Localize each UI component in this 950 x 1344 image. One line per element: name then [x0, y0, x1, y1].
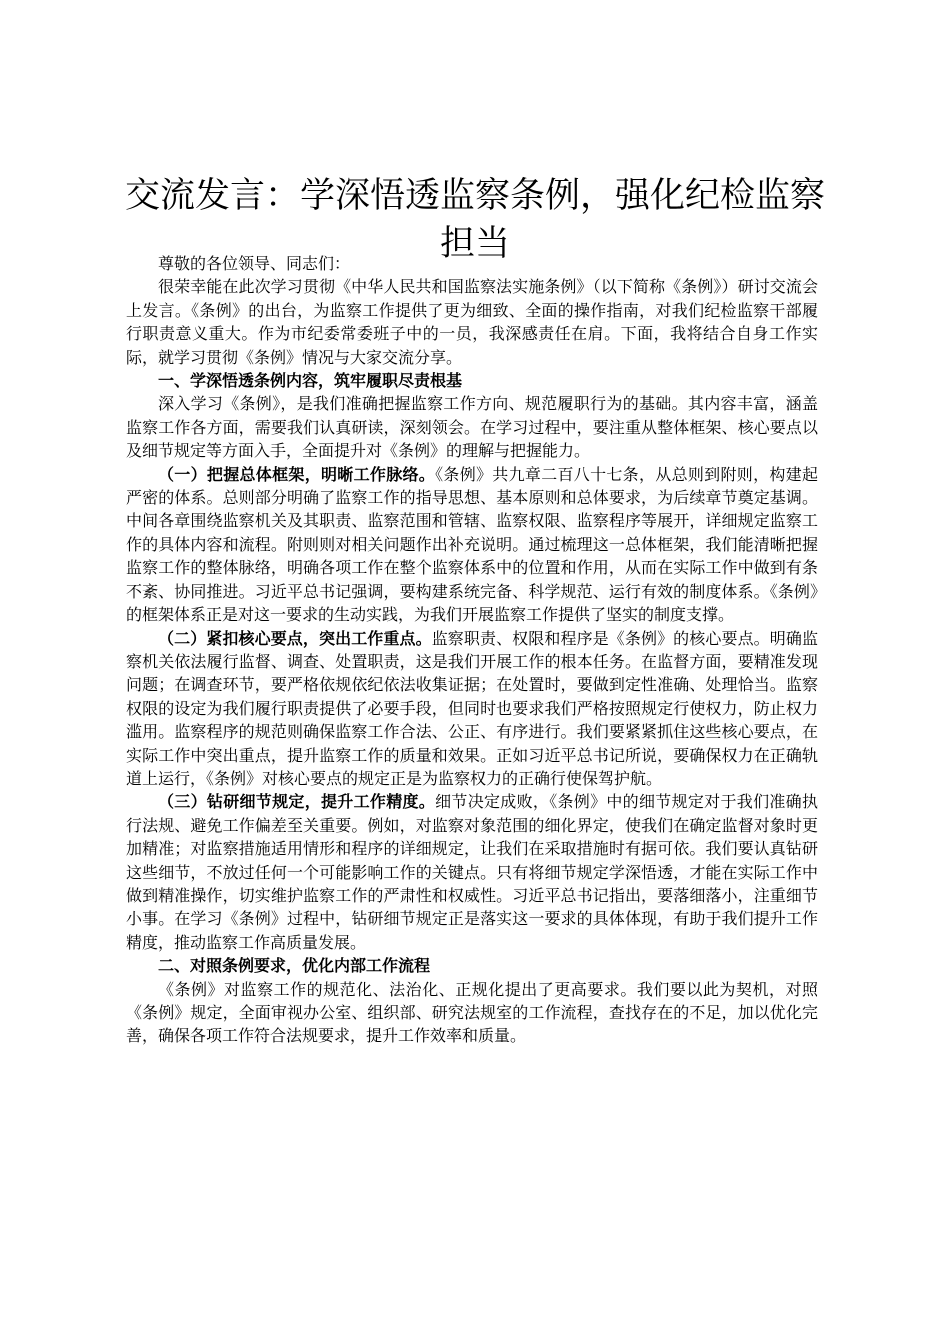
greeting: 尊敬的各位领导、同志们：	[158, 254, 351, 273]
document-title: 交流发言：学深悟透监察条例，强化纪检监察担当	[124, 176, 825, 264]
point-1-lead: （一）把握总体框架，明晰工作脉络。	[158, 464, 436, 484]
point-1-text: 《条例》共九章二百八十七条，从总则到附则，构建起严密的体系。总则部分明确了监察工作的指导思想、基本原则和总体要求，为后续章节奠定基调。中间各章围绕监察机关及其职责、监察范围和管辖、监察权限、监察程序等展开，详细规定监察工作的具体内容和流程。附则则对相关问题作出补充说明。通过梳理这一总体框架，我们能清晰把握监察工作的整体脉络，明确各项工作在整个监察体系中的位置和作用，从而在实际工作中做到有条不紊、协同推进。习近平总书记强调，要构建系统完备、科学规范、运行有效的制度体系。《条例》的框架体系正是对这一要求的生动实践，为我们开展监察工作提供了坚实的制度支撑。	[126, 464, 818, 625]
point-3-text: 细节决定成败，《条例》中的细节规定对于我们准确执行法规、避免工作偏差至关重要。例如，对监察对象范围的细化界定，使我们在确定监督对象时更加精准；对监察措施适用情形和程序的详细规定，让我们在采取措施时有据可依。我们要认真钻研这些细节，不放过任何一个可能影响工作的关键点。只有将细节规定学深悟透，才能在实际工作中做到精准操作，切实维护监察工作的严肃性和权威性。习近平总书记指出，要落细落小，注重细节小事。在学习《条例》过程中，钻研细节规定正是落实这一要求的具体体现，有助于我们提升工作精度，推动监察工作高质量发展。	[126, 792, 818, 952]
intro-paragraph: 很荣幸能在此次学习贯彻《中华人民共和国监察法实施条例》（以下简称《条例》）研讨交流会上发言。《条例》的出台，为监察工作提供了更为细致、全面的操作指南，对我们纪检监察干部履行职责意义重大。作为市纪委常委班子中的一员，我深感责任在肩。下面，我将结合自身工作实际，就学习贯彻《条例》情况与大家交流分享。	[126, 277, 818, 367]
point-2-lead: （二）紧扣核心要点，突出工作重点。	[158, 628, 432, 648]
section-1-heading: 一、学深悟透条例内容，筑牢履职尽责根基	[158, 371, 463, 391]
point-3-lead: （三）钻研细节规定，提升工作精度。	[158, 792, 436, 812]
section-2-heading: 二、对照条例要求，优化内部工作流程	[158, 956, 431, 976]
section-1-paragraph: 深入学习《条例》，是我们准确把握监察工作方向、规范履职行为的基础。其内容丰富，涵盖监察工作各方面，需要我们认真研读，深刻领会。在学习过程中，要注重从整体框架、核心要点以及细节规定等方面入手，全面提升对《条例》的理解与把握能力。	[126, 394, 818, 461]
section-1-point-1	[126, 463, 818, 627]
point-2-text: 监察职责、权限和程序是《条例》的核心要点。明确监察机关依法履行监督、调查、处置职责，这是我们开展工作的根本任务。在监督方面，要精准发现问题；在调查环节，要严格依规依纪依法收集证据；在处置时，要做到定性准确、处理恰当。监察权限的设定为我们履行职责提供了必要手段，但同时也要求我们严格按照规定行使权力，防止权力滥用。监察程序的规范则确保监察工作合法、公正、有序进行。我们要紧紧抓住这些核心要点，在实际工作中突出重点，提升监察工作的质量和效果。正如习近平总书记所说，要确保权力在正确轨道上运行，《条例》对核心要点的规定正是为监察权力的正确行使保驾护航。	[126, 628, 818, 788]
section-1-point-2	[126, 627, 818, 791]
document-body	[126, 252, 818, 1048]
section-2-paragraph: 《条例》对监察工作的规范化、法治化、正规化提出了更高要求。我们要以此为契机，对照《条例》规定，全面审视办公室、组织部、研究法规室的工作流程，查找存在的不足，加以优化完善，确保各项工作符合法规要求，提升工作效率和质量。	[126, 979, 818, 1046]
section-1-point-3	[126, 790, 818, 954]
